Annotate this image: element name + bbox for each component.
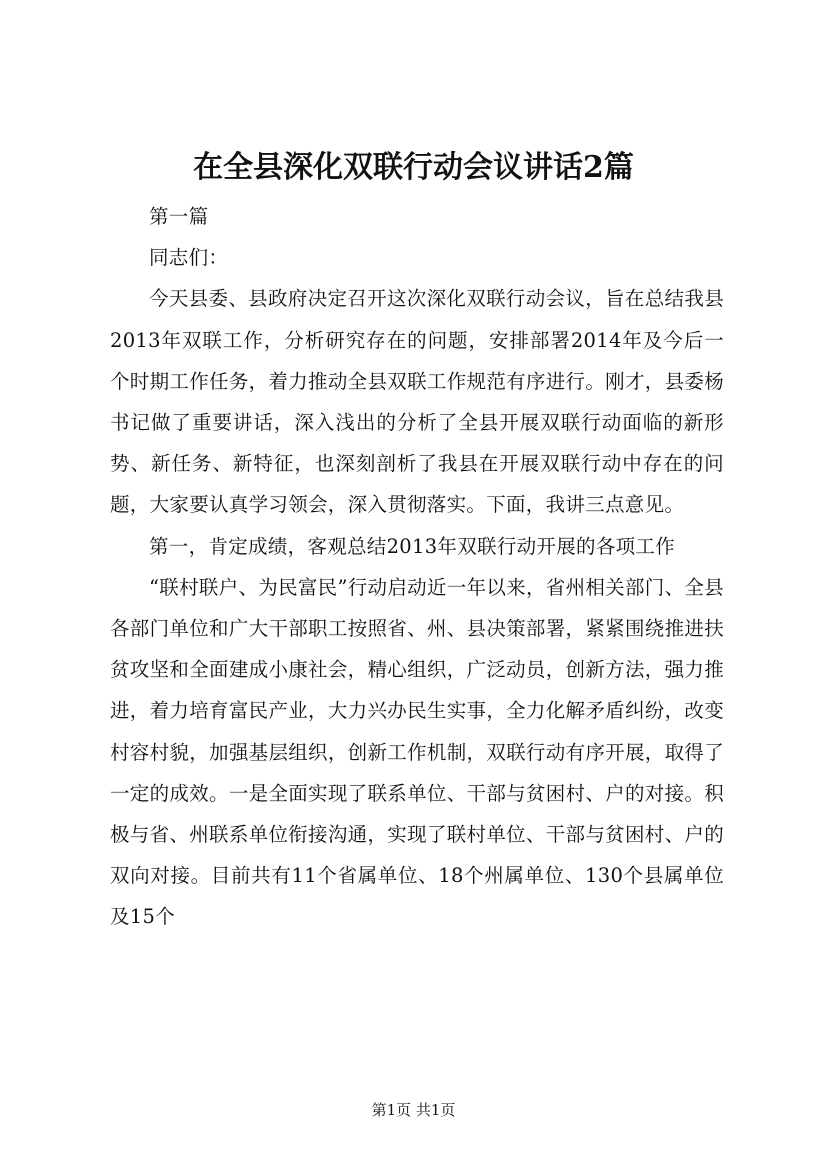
body-paragraph: 今天县委、县政府决定召开这次深化双联行动会议，旨在总结我县2013年双联工作，分析研究存在的问题，安排部署2014年及今后一个时期工作任务，着力推动全县双联工作规范有序进行。刚才，县委杨书记做了重要讲话，深入浅出的分析了全县开展双联行动面临的新形势、新任务、新特征，也深刻剖析了我县在开展双联行动中存在的问题，大家要认真学习领会，深入贯彻落实。下面，我讲三点意见。 xyxy=(110,287,724,517)
document-title: 在全县深化双联行动会议讲话2篇 xyxy=(193,150,634,185)
body-paragraph: “联村联户、为民富民”行动启动近一年以来，省州相关部门、全县各部门单位和广大干部职工按照省、州、县决策部署，紧紧围绕推进扶贫攻坚和全面建成小康社会，精心组织，广泛动员，创新方法，强力推进，着力培育富民产业，大力兴办民生实事，全力化解矛盾纠纷，改变村容村貌，加强基层组织，创新工作机制，双联行动有序开展，取得了一定的成效。一是全面实现了联系单位、干部与贫困村、户的对接。积极与省、州联系单位衔接沟通，实现了联村单位、干部与贫困村、户的双向对接。目前共有11个省属单位、18个州属单位、130个县属单位及15个 xyxy=(110,575,724,929)
page-number-footer: 第1页 共1页 xyxy=(371,1101,456,1119)
section-heading: 第一篇 xyxy=(149,205,209,228)
salutation: 同志们： xyxy=(149,246,229,270)
document-body xyxy=(110,196,724,938)
point-heading: 第一，肯定成绩，客观总结2013年双联行动开展的各项工作 xyxy=(149,534,676,558)
